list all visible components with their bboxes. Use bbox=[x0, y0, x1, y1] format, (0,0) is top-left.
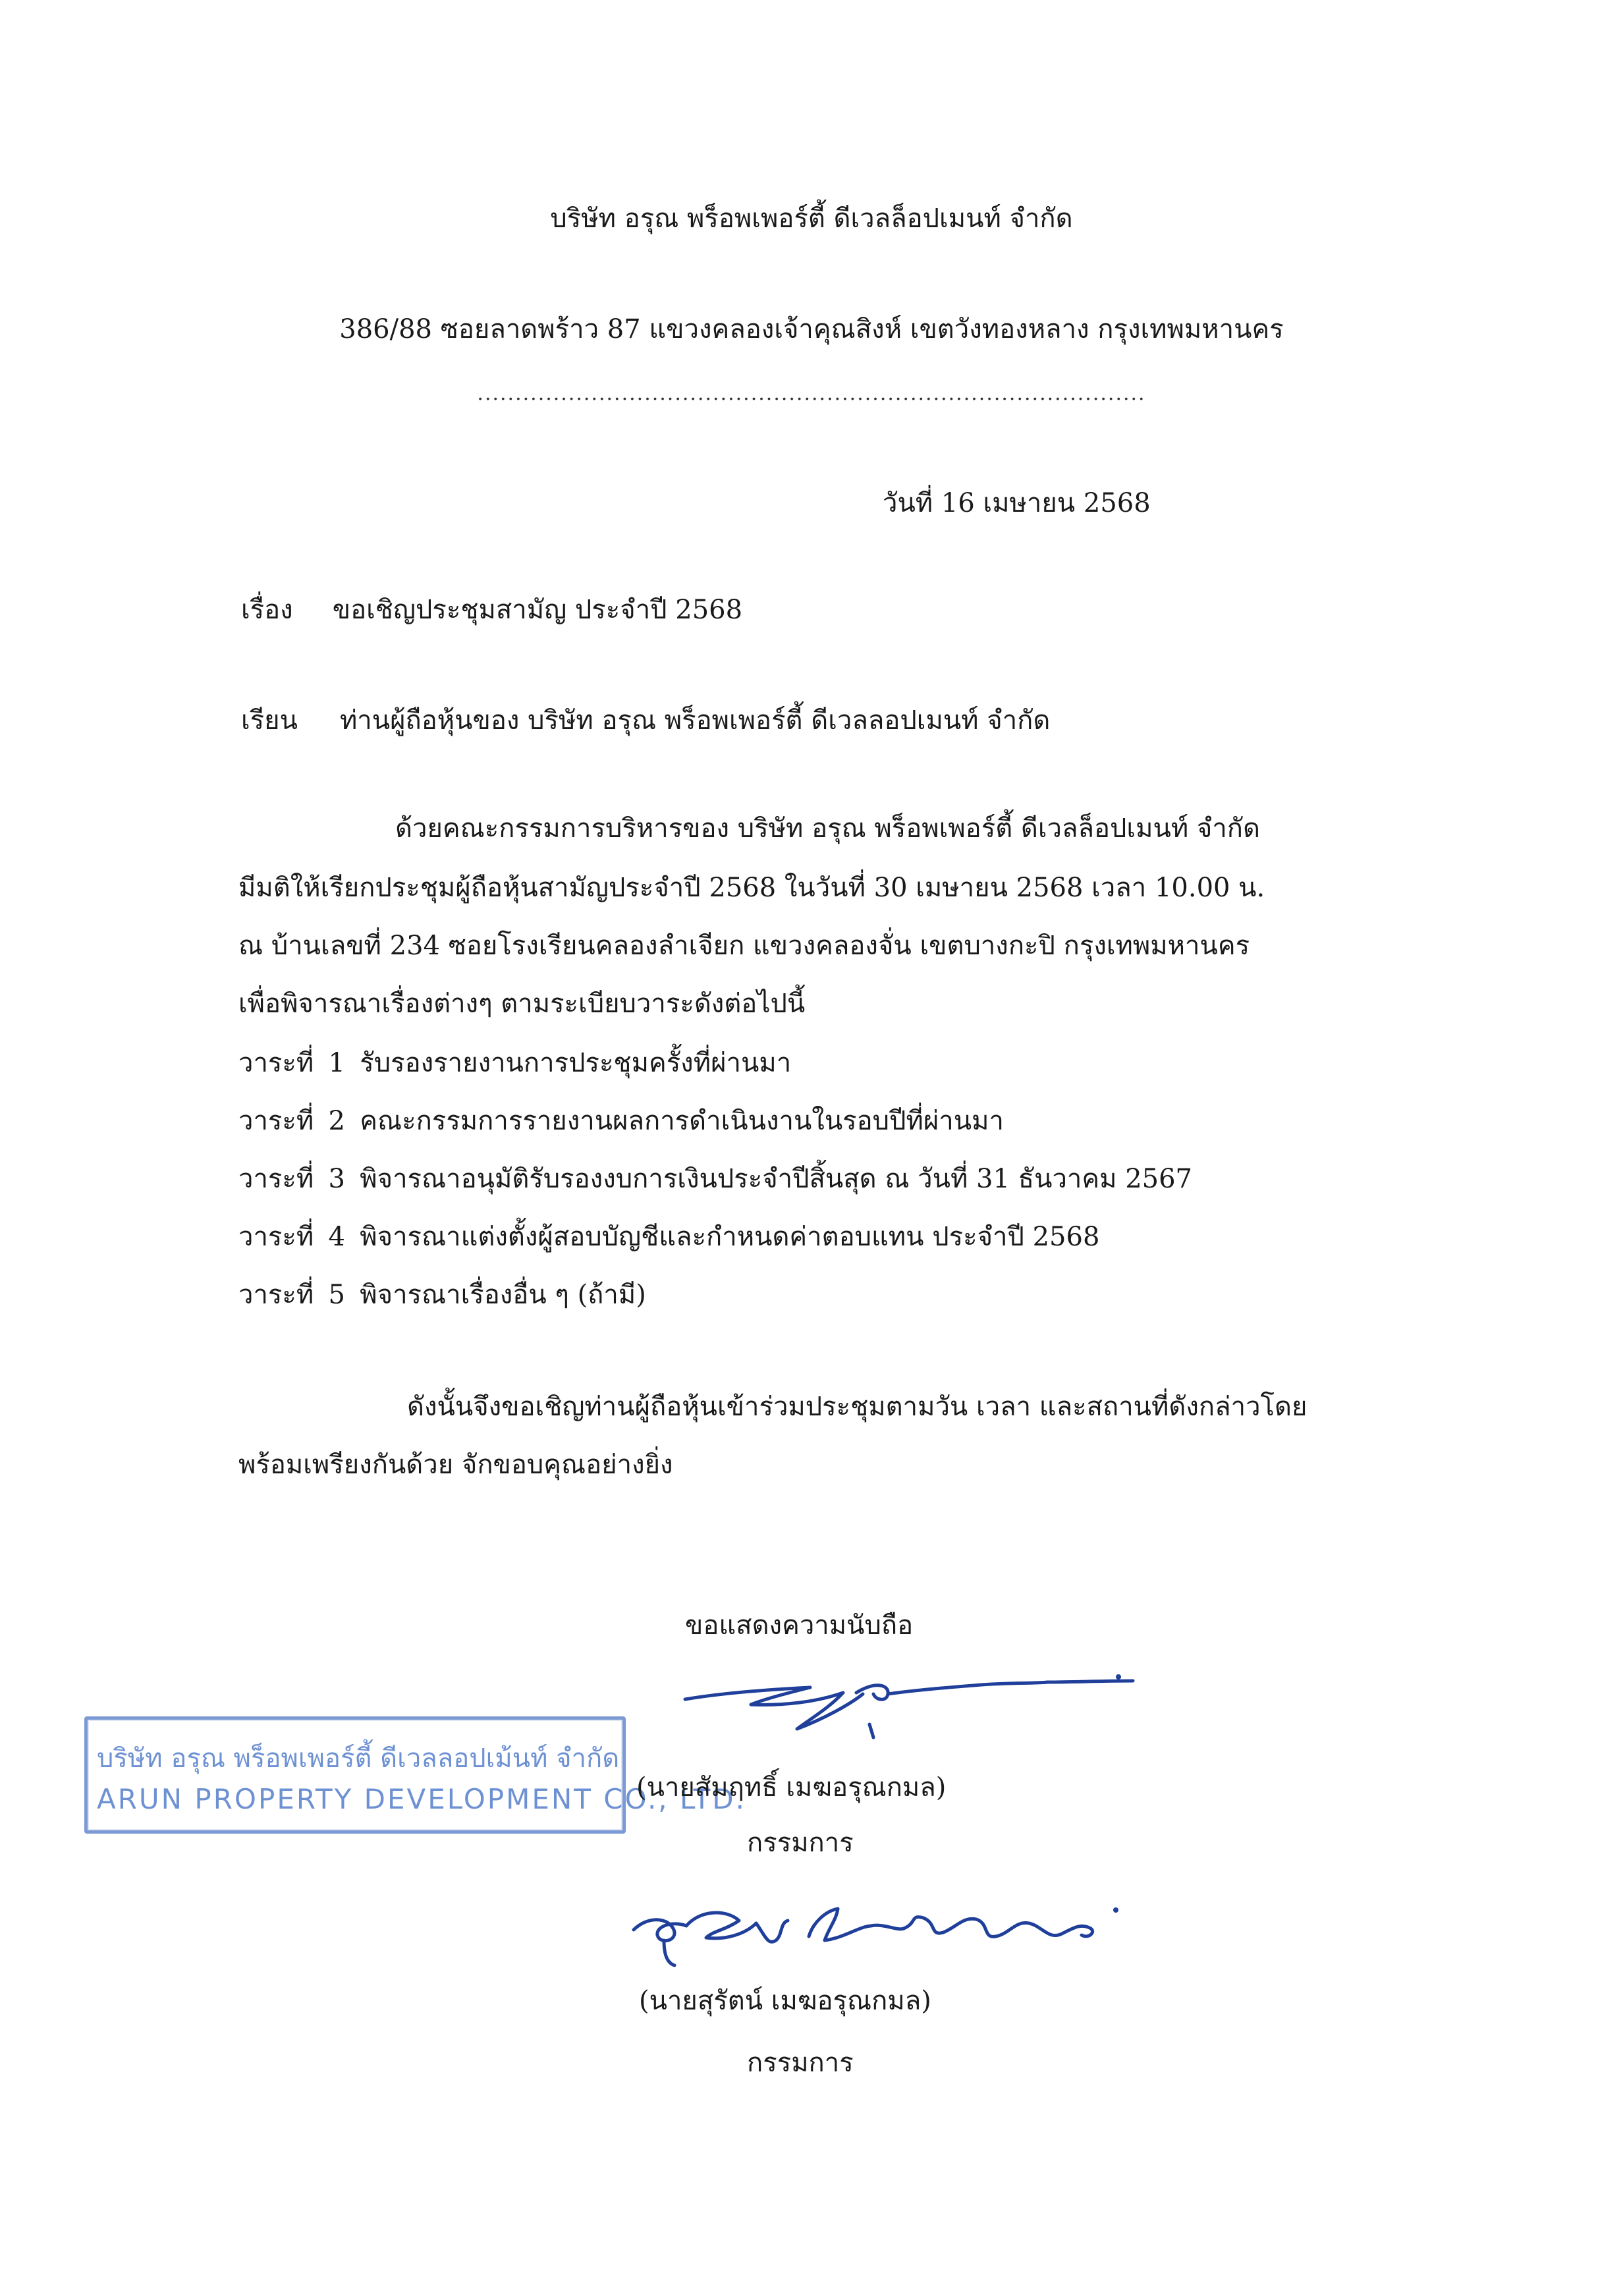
agenda-text: พิจารณาอนุมัติรับรองงบการเงินประจำปีสิ้นสุด ณ วันที่ 31 ธันวาคม 2567 bbox=[360, 1164, 1192, 1194]
company-name: บริษัท อรุณ พร็อพเพอร์ตี้ ดีเวลล็อปเมนท์ จำกัด bbox=[550, 204, 1073, 234]
regards-text: ขอแสดงความนับถือ bbox=[685, 1610, 914, 1641]
agenda-item-3 bbox=[238, 1161, 1192, 1197]
agenda-item-4 bbox=[238, 1218, 1099, 1255]
agenda-text: พิจารณาแต่งตั้งผู้สอบบัญชีและกำหนดค่าตอบแทน ประจำปี 2568 bbox=[360, 1222, 1100, 1252]
agenda-number: 2 bbox=[328, 1106, 345, 1136]
signature-2-image bbox=[627, 1877, 1128, 1976]
company-address: 386/88 ซอยลาดพร้าว 87 แขวงคลองเจ้าคุณสิงห์ เขตวังทองหลาง กรุงเทพมหานคร bbox=[339, 314, 1284, 344]
agenda-label: วาระที่ bbox=[238, 1164, 314, 1194]
signatory-1-title: กรรมการ bbox=[747, 1828, 854, 1858]
agenda-label: วาระที่ bbox=[238, 1048, 314, 1078]
subject-label: เรื่อง bbox=[241, 595, 293, 625]
agenda-text: รับรองรายงานการประชุมครั้งที่ผ่านมา bbox=[360, 1048, 792, 1078]
agenda-text: คณะกรรมการรายงานผลการดำเนินงานในรอบปีที่ผ่านมา bbox=[360, 1106, 1004, 1136]
agenda-text: พิจารณาเรื่องอื่น ๆ (ถ้ามี) bbox=[360, 1280, 646, 1310]
agenda-label: วาระที่ bbox=[238, 1222, 314, 1252]
agenda-number: 4 bbox=[328, 1222, 345, 1252]
closing-line-2: พร้อมเพรียงกันด้วย จักขอบคุณอย่างยิ่ง bbox=[238, 1450, 673, 1480]
recipient-text: ท่านผู้ถือหุ้นของ บริษัท อรุณ พร็อพเพอร์ตี้ ดีเวลลอปเมนท์ จำกัด bbox=[339, 705, 1051, 736]
stamp-english-text: ARUN PROPERTY DEVELOPMENT CO., LTD. bbox=[97, 1783, 746, 1815]
subject-line bbox=[241, 591, 742, 628]
company-stamp bbox=[84, 1716, 746, 1834]
agenda-item-5 bbox=[238, 1276, 646, 1313]
signatory-2-title: กรรมการ bbox=[747, 2048, 854, 2078]
agenda-number: 3 bbox=[328, 1164, 345, 1194]
agenda-label: วาระที่ bbox=[238, 1106, 314, 1136]
header-divider: ........................................................................................ bbox=[477, 382, 1146, 405]
agenda-number: 5 bbox=[328, 1280, 345, 1310]
stamp-thai-text: บริษัท อรุณ พร็อพเพอร์ตี้ ดีเวลลอปเม้นท์ จำกัด bbox=[97, 1743, 620, 1774]
signatory-1-name: (นายสัมฤทธิ์ เมฆอรุณกมล) bbox=[636, 1772, 947, 1803]
letter-date: วันที่ 16 เมษายน 2568 bbox=[883, 488, 1151, 518]
agenda-label: วาระที่ bbox=[238, 1280, 314, 1310]
signatory-2-name: (นายสุรัตน์ เมฆอรุณกมล) bbox=[639, 1986, 931, 2016]
agenda-number: 1 bbox=[328, 1048, 345, 1078]
body-line-4: เพื่อพิจารณาเรื่องต่างๆ ตามระเบียบวาระดังต่อไปนี้ bbox=[238, 989, 806, 1019]
closing-line-1: ดังนั้นจึงขอเชิญท่านผู้ถือหุ้นเข้าร่วมประชุมตามวัน เวลา และสถานที่ดังกล่าวโดย bbox=[407, 1392, 1307, 1422]
agenda-item-1 bbox=[238, 1045, 791, 1081]
subject-text: ขอเชิญประชุมสามัญ ประจำปี 2568 bbox=[332, 595, 743, 625]
recipient-label: เรียน bbox=[241, 705, 298, 736]
signature-1-image bbox=[678, 1653, 1140, 1745]
body-line-1: ด้วยคณะกรรมการบริหารของ บริษัท อรุณ พร็อพเพอร์ตี้ ดีเวลล็อปเมนท์ จำกัด bbox=[395, 813, 1260, 844]
agenda-item-2 bbox=[238, 1103, 1004, 1139]
body-line-2: มีมติให้เรียกประชุมผู้ถือหุ้นสามัญประจำปี 2568 ในวันที่ 30 เมษายน 2568 เวลา 10.00 น. bbox=[238, 873, 1265, 903]
recipient-line bbox=[241, 702, 1050, 739]
body-line-3: ณ บ้านเลขที่ 234 ซอยโรงเรียนคลองลำเจียก แขวงคลองจั่น เขตบางกะปิ กรุงเทพมหานคร bbox=[238, 931, 1250, 961]
